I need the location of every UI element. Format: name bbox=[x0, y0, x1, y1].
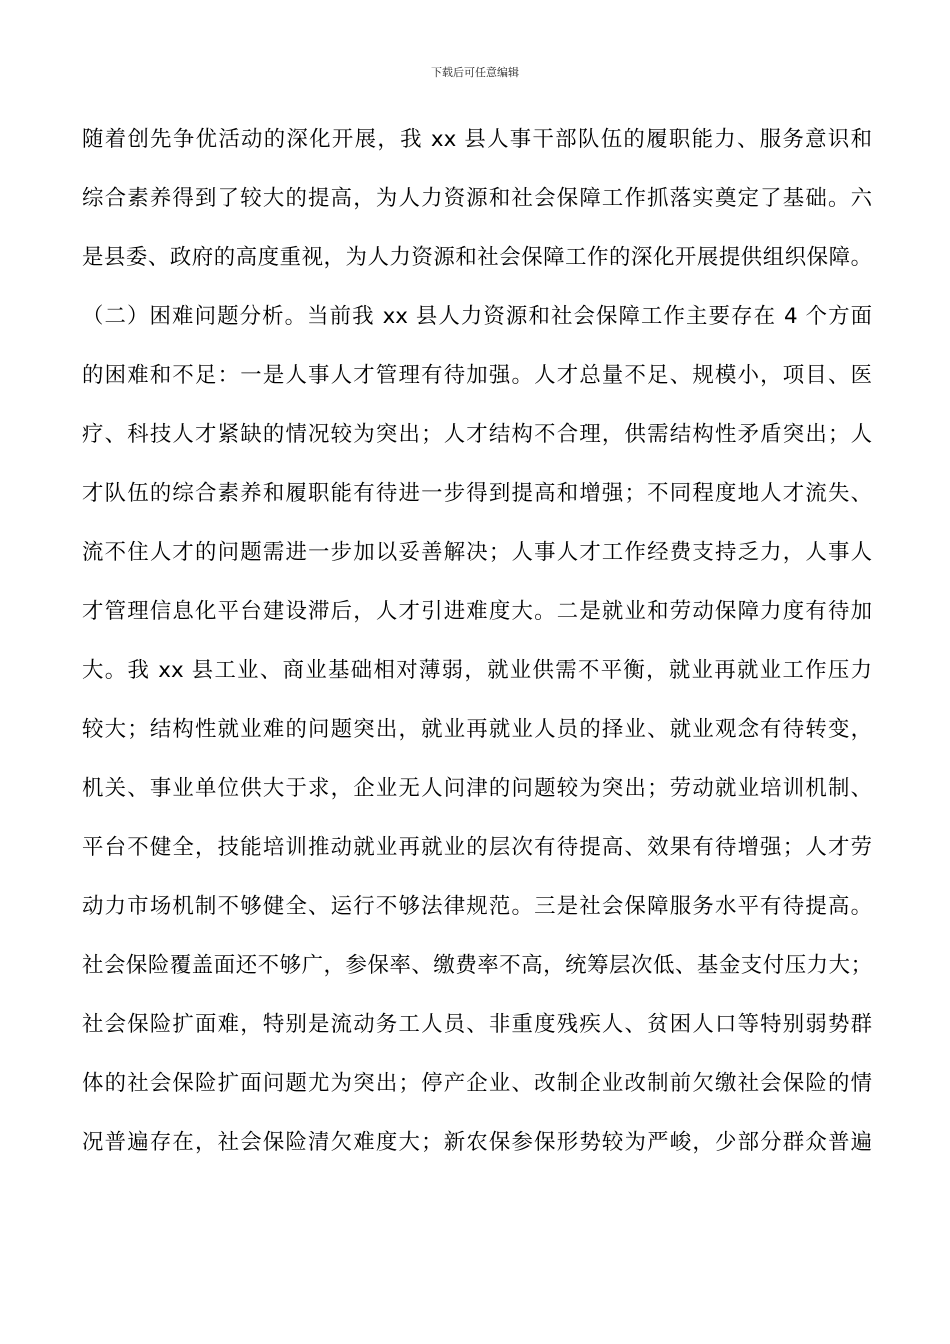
text-line: 社会保险扩面难，特别是流动务工人员、非重度残疾人、贫困人口等特别弱势群 bbox=[82, 1012, 872, 1037]
text-line: 动力市场机制不够健全、运行不够法律规范。三是社会保障服务水平有待提高。 bbox=[82, 894, 872, 919]
text-line: 社会保险覆盖面还不够广，参保率、缴费率不高，统筹层次低、基金支付压力大； bbox=[82, 953, 872, 978]
text-line: 体的社会保险扩面问题尤为突出；停产企业、改制企业改制前欠缴社会保险的情 bbox=[82, 1071, 872, 1096]
text-line: 是县委、政府的高度重视，为人力资源和社会保障工作的深化开展提供组织保障。 bbox=[82, 245, 872, 270]
text-line: 平台不健全，技能培训推动就业再就业的层次有待提高、效果有待增强；人才劳 bbox=[82, 835, 872, 860]
text-line: 随着创先争优活动的深化开展，我 xx 县人事干部队伍的履职能力、服务意识和 bbox=[82, 127, 872, 152]
page-header: 下载后可任意编辑 bbox=[431, 66, 519, 79]
text-line: 况普遍存在，社会保险清欠难度大；新农保参保形势较为严峻，少部分群众普遍 bbox=[82, 1130, 872, 1155]
text-line: 疗、科技人才紧缺的情况较为突出；人才结构不合理，供需结构性矛盾突出；人 bbox=[82, 422, 872, 447]
text-line: 机关、事业单位供大于求，企业无人问津的问题较为突出；劳动就业培训机制、 bbox=[82, 776, 872, 801]
text-line: 较大；结构性就业难的问题突出，就业再就业人员的择业、就业观念有待转变， bbox=[82, 717, 872, 742]
text-line: 流不住人才的问题需进一步加以妥善解决；人事人才工作经费支持乏力，人事人 bbox=[82, 540, 872, 565]
text-line: 才队伍的综合素养和履职能有待进一步得到提高和增强；不同程度地人才流失、 bbox=[82, 481, 872, 506]
text-line: 才管理信息化平台建设滞后，人才引进难度大。二是就业和劳动保障力度有待加 bbox=[82, 599, 872, 624]
text-line: 大。我 xx 县工业、商业基础相对薄弱，就业供需不平衡，就业再就业工作压力 bbox=[82, 658, 872, 683]
text-line: 综合素养得到了较大的提高，为人力资源和社会保障工作抓落实奠定了基础。六 bbox=[82, 186, 872, 211]
text-line: 的困难和不足：一是人事人才管理有待加强。人才总量不足、规模小，项目、医 bbox=[82, 363, 872, 388]
text-line: （二）困难问题分析。当前我 xx 县人力资源和社会保障工作主要存在 4 个方面 bbox=[82, 304, 872, 329]
